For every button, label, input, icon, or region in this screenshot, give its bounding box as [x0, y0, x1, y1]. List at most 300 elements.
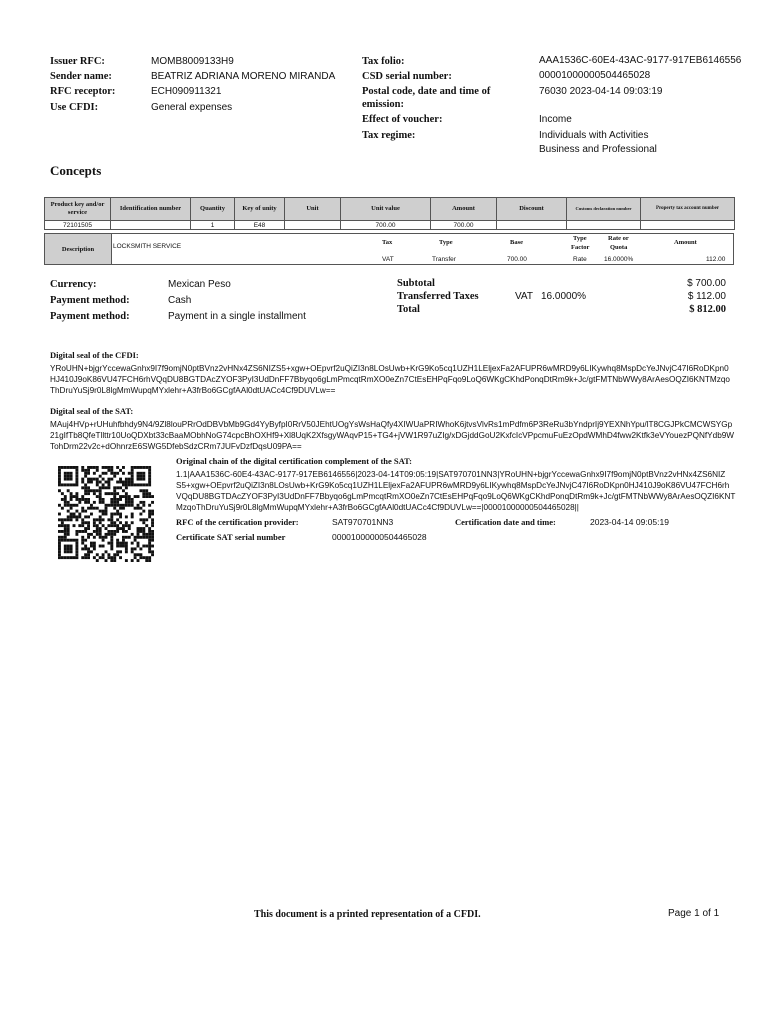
- qr-module: [70, 513, 73, 516]
- cell-discount: [497, 221, 567, 230]
- qr-module: [87, 466, 90, 469]
- qr-module: [142, 501, 145, 504]
- cert-date-value: 2023-04-14 09:05:19: [590, 517, 669, 527]
- qr-module: [96, 527, 99, 530]
- tax-header-factor-2: Factor: [571, 244, 590, 251]
- qr-module: [75, 515, 78, 518]
- qr-module: [58, 489, 61, 492]
- qr-module: [81, 469, 84, 472]
- qr-module: [99, 533, 102, 536]
- qr-module: [116, 539, 119, 542]
- qr-module: [119, 507, 122, 510]
- qr-module: [105, 507, 108, 510]
- qr-module: [113, 513, 116, 516]
- tax-regime-value-line1: Individuals with Activities: [539, 130, 649, 141]
- qr-module: [99, 501, 102, 504]
- qr-module: [113, 504, 116, 507]
- qr-module: [119, 495, 122, 498]
- qr-module: [99, 498, 102, 501]
- qr-module: [125, 559, 128, 562]
- qr-module: [131, 478, 134, 481]
- qr-module: [58, 513, 61, 516]
- qr-module: [137, 504, 140, 507]
- qr-module: [131, 559, 134, 562]
- qr-module: [93, 507, 96, 510]
- qr-module: [151, 495, 154, 498]
- qr-module: [102, 501, 105, 504]
- tax-value-rate: 16.0000%: [604, 256, 634, 263]
- qr-module: [70, 547, 73, 550]
- qr-module: [119, 550, 122, 553]
- qr-module: [107, 542, 110, 545]
- qr-module: [64, 498, 67, 501]
- qr-module: [99, 527, 102, 530]
- qr-module: [119, 545, 122, 548]
- qr-module: [81, 524, 84, 527]
- qr-module: [119, 542, 122, 545]
- qr-module: [64, 495, 67, 498]
- qr-module: [84, 498, 87, 501]
- qr-module: [107, 533, 110, 536]
- qr-module: [107, 486, 110, 489]
- qr-module: [145, 489, 148, 492]
- concepts-table: [44, 197, 735, 230]
- payment-method2-label: Payment method:: [50, 311, 130, 322]
- qr-module: [81, 518, 84, 521]
- qr-module: [134, 507, 137, 510]
- qr-module: [102, 518, 105, 521]
- qr-module: [70, 545, 73, 548]
- qr-module: [148, 536, 151, 539]
- qr-module: [64, 556, 67, 559]
- qr-module: [87, 486, 90, 489]
- qr-module: [131, 547, 134, 550]
- qr-module: [96, 478, 99, 481]
- qr-module: [110, 513, 113, 516]
- qr-module: [119, 486, 122, 489]
- qr-module: [148, 472, 151, 475]
- qr-module: [70, 466, 73, 469]
- qr-module: [81, 542, 84, 545]
- qr-module: [102, 486, 105, 489]
- col-amount: Amount: [431, 198, 497, 221]
- qr-module: [139, 501, 142, 504]
- qr-module: [58, 472, 61, 475]
- qr-module: [102, 466, 105, 469]
- qr-module: [116, 498, 119, 501]
- qr-module: [64, 483, 67, 486]
- qr-module: [113, 498, 116, 501]
- use-cfdi-label: Use CFDI:: [50, 102, 99, 113]
- qr-module: [64, 518, 67, 521]
- qr-module: [116, 466, 119, 469]
- qr-module: [125, 478, 128, 481]
- qr-module: [122, 472, 125, 475]
- qr-module: [87, 515, 90, 518]
- qr-module: [102, 510, 105, 513]
- qr-module: [110, 545, 113, 548]
- qr-module: [137, 472, 140, 475]
- col-unit: Unit: [285, 198, 341, 221]
- qr-module: [96, 524, 99, 527]
- qr-module: [90, 478, 93, 481]
- qr-module: [96, 466, 99, 469]
- cell-unit-value: 700.00: [341, 221, 431, 230]
- qr-module: [131, 469, 134, 472]
- qr-module: [137, 536, 140, 539]
- qr-module: [128, 504, 131, 507]
- qr-module: [84, 486, 87, 489]
- qr-module: [151, 545, 154, 548]
- qr-module: [139, 518, 142, 521]
- tax-header-type: Type: [439, 239, 453, 246]
- qr-module: [110, 533, 113, 536]
- cell-quantity: 1: [191, 221, 235, 230]
- qr-module: [125, 515, 128, 518]
- qr-module: [134, 466, 137, 469]
- qr-module: [113, 524, 116, 527]
- qr-module: [113, 501, 116, 504]
- qr-module: [145, 495, 148, 498]
- qr-module: [125, 550, 128, 553]
- qr-module: [93, 521, 96, 524]
- qr-module: [119, 513, 122, 516]
- qr-module: [145, 483, 148, 486]
- qr-module: [137, 542, 140, 545]
- qr-module: [105, 550, 108, 553]
- transferred-tax-name: VAT: [515, 291, 533, 302]
- qr-module: [75, 550, 78, 553]
- tax-folio-label: Tax folio:: [362, 56, 405, 67]
- qr-module: [96, 559, 99, 562]
- qr-module: [139, 483, 142, 486]
- qr-module: [64, 533, 67, 536]
- qr-module: [119, 504, 122, 507]
- qr-module: [61, 539, 64, 542]
- qr-module: [131, 483, 134, 486]
- qr-module: [148, 547, 151, 550]
- cert-serial-value: 00001000000504465028: [332, 532, 427, 542]
- qr-module: [81, 547, 84, 550]
- qr-module: [107, 556, 110, 559]
- qr-module: [67, 545, 70, 548]
- qr-module: [73, 556, 76, 559]
- qr-module: [139, 513, 142, 516]
- qr-module: [67, 489, 70, 492]
- qr-module: [134, 556, 137, 559]
- qr-module: [67, 510, 70, 513]
- qr-module: [137, 545, 140, 548]
- qr-module: [99, 510, 102, 513]
- description-value: LOCKSMITH SERVICE: [113, 243, 182, 250]
- qr-module: [116, 504, 119, 507]
- qr-module: [107, 492, 110, 495]
- qr-module: [99, 518, 102, 521]
- original-chain-line: 1.1|AAA1536C-60E4-43AC-9177-917EB6146556|2023-04-14T09:05:19|SAT970701NN3|YRoUHN+bjgrYccewaGnhx9I7f9omjN0ptBVnz2vHNx4ZS6NIZ: [176, 470, 726, 479]
- qr-module: [90, 550, 93, 553]
- qr-module: [148, 550, 151, 553]
- qr-module: [96, 518, 99, 521]
- qr-module: [67, 501, 70, 504]
- qr-module: [142, 530, 145, 533]
- qr-module: [105, 481, 108, 484]
- qr-module: [67, 539, 70, 542]
- qr-module: [73, 515, 76, 518]
- qr-module: [151, 518, 154, 521]
- qr-module: [64, 501, 67, 504]
- qr-module: [110, 469, 113, 472]
- tax-header-base: Base: [510, 239, 523, 246]
- qr-module: [87, 501, 90, 504]
- qr-module: [145, 545, 148, 548]
- qr-module: [142, 545, 145, 548]
- qr-module: [70, 556, 73, 559]
- qr-module: [105, 559, 108, 562]
- qr-module: [70, 504, 73, 507]
- tax-header-rate-1: Rate or: [608, 235, 629, 242]
- sat-seal-text: [50, 419, 740, 452]
- qr-module: [93, 501, 96, 504]
- qr-module: [75, 478, 78, 481]
- qr-module: [142, 472, 145, 475]
- qr-module: [116, 510, 119, 513]
- qr-module: [87, 498, 90, 501]
- qr-module: [151, 510, 154, 513]
- qr-module: [64, 466, 67, 469]
- qr-module: [134, 539, 137, 542]
- qr-module: [107, 504, 110, 507]
- qr-module: [93, 489, 96, 492]
- qr-module: [67, 472, 70, 475]
- qr-module: [93, 556, 96, 559]
- qr-module: [87, 489, 90, 492]
- qr-module: [93, 536, 96, 539]
- sat-seal-line: TohDrm22v2c+dOhnrzE6SWG5DfebSdzCRm7JUFvDzfDqsU09PA==: [50, 442, 302, 451]
- qr-module: [61, 466, 64, 469]
- qr-module: [84, 556, 87, 559]
- tax-header-tax: Tax: [382, 239, 393, 246]
- qr-module: [87, 469, 90, 472]
- qr-module: [73, 513, 76, 516]
- qr-module: [113, 492, 116, 495]
- qr-module: [116, 530, 119, 533]
- transferred-tax-rate: 16.0000%: [541, 291, 587, 302]
- sat-seal-line: 21gIfTb8QfeTllttr10UoQDXbt33cBaaMObhNoG74cpcBhOXHf9+Xl8UqK2XfsgyWAqvP15+TG4+jVW1R97uZIg/xDGjddGoU2KxfcIcVPpcmuFuEzOpdWMhD4fww2Ktfk3eVYouezPQNfYdb9W: [50, 431, 735, 440]
- qr-module: [113, 495, 116, 498]
- col-customs: Customs declaration number: [567, 198, 641, 221]
- qr-module: [137, 495, 140, 498]
- qr-module: [99, 495, 102, 498]
- qr-module: [58, 556, 61, 559]
- currency-label: Currency:: [50, 279, 97, 290]
- qr-module: [110, 556, 113, 559]
- qr-module: [78, 501, 81, 504]
- qr-module: [110, 518, 113, 521]
- qr-module: [113, 507, 116, 510]
- qr-module: [116, 553, 119, 556]
- qr-module: [87, 481, 90, 484]
- qr-module: [148, 542, 151, 545]
- qr-module: [151, 550, 154, 553]
- qr-module: [58, 545, 61, 548]
- qr-module: [148, 466, 151, 469]
- qr-module: [73, 539, 76, 542]
- qr-module: [81, 556, 84, 559]
- qr-module: [105, 527, 108, 530]
- qr-module: [122, 483, 125, 486]
- tax-header-amount: Amount: [674, 239, 697, 246]
- qr-module: [84, 553, 87, 556]
- qr-module: [122, 466, 125, 469]
- payment-method2-value: Payment in a single installment: [168, 311, 306, 322]
- qr-module: [116, 481, 119, 484]
- qr-module: [131, 466, 134, 469]
- qr-module: [90, 533, 93, 536]
- sender-name-label: Sender name:: [50, 71, 112, 82]
- qr-module: [87, 507, 90, 510]
- qr-module: [64, 545, 67, 548]
- qr-module: [131, 481, 134, 484]
- cell-amount: 700.00: [431, 221, 497, 230]
- qr-module: [125, 481, 128, 484]
- concepts-header-row: [45, 198, 735, 221]
- qr-module: [67, 556, 70, 559]
- qr-module: [96, 481, 99, 484]
- qr-module: [99, 556, 102, 559]
- qr-module: [125, 530, 128, 533]
- qr-module: [113, 556, 116, 559]
- qr-module: [142, 475, 145, 478]
- qr-module: [134, 495, 137, 498]
- qr-module: [110, 478, 113, 481]
- qr-module: [67, 527, 70, 530]
- qr-module: [125, 486, 128, 489]
- original-chain-line: VQqDU8BGTDAcZYOF3PyI3UdDnFF7Bbyqo6gLmPmcqtRmXO0eZn7CtEsEHPqFqo9LoQ6WKgCKhdPonqDtRm9k+Jc/gtFMTNbWWy8ArAesOQZI6KNT: [176, 492, 736, 501]
- qr-module: [99, 536, 102, 539]
- qr-module: [96, 553, 99, 556]
- qr-module: [125, 545, 128, 548]
- qr-module: [102, 498, 105, 501]
- qr-module: [87, 550, 90, 553]
- qr-module: [58, 504, 61, 507]
- qr-module: [122, 530, 125, 533]
- qr-module: [139, 472, 142, 475]
- qr-module: [142, 510, 145, 513]
- qr-module: [64, 527, 67, 530]
- original-chain-line: S5+xgw+OEpvrf2uQiZI3n8LOsUwb+KrG9Ko5cq1UZH1LEljexFa2AFUPR6wMRD9y6LIKywhq8MspDcYeJNvjC47I6RoDKpn0HJ410J9oK86VU47FCH6rh: [176, 481, 730, 490]
- qr-module: [61, 518, 64, 521]
- qr-module: [81, 530, 84, 533]
- qr-module: [139, 556, 142, 559]
- qr-module: [148, 483, 151, 486]
- qr-module: [70, 475, 73, 478]
- sender-name-value: BEATRIZ ADRIANA MORENO MIRANDA: [151, 71, 336, 82]
- original-chain-text: [176, 469, 740, 513]
- qr-module: [142, 518, 145, 521]
- qr-module: [105, 513, 108, 516]
- qr-module: [87, 556, 90, 559]
- qr-module: [116, 550, 119, 553]
- qr-module: [102, 536, 105, 539]
- qr-module: [148, 492, 151, 495]
- qr-module: [107, 530, 110, 533]
- qr-module: [93, 524, 96, 527]
- qr-module: [139, 507, 142, 510]
- qr-module: [70, 507, 73, 510]
- qr-module: [151, 553, 154, 556]
- cfdi-seal-text: [50, 363, 740, 396]
- postal-date-label-line2: emission:: [362, 99, 404, 110]
- use-cfdi-value: General expenses: [151, 102, 233, 113]
- original-chain-line: MzqoThDruYuSj9r0L8lgMmWupqMYxlehr+A3frBo6GCgfAAl0dtUACc4Cf9DUVLw==|00001000000504465028||: [176, 503, 579, 512]
- qr-module: [148, 475, 151, 478]
- transferred-taxes-label: Transferred Taxes: [397, 291, 479, 302]
- qr-module: [125, 524, 128, 527]
- qr-module: [96, 469, 99, 472]
- tax-value-factor: Rate: [573, 256, 587, 263]
- qr-module: [105, 504, 108, 507]
- qr-module: [64, 472, 67, 475]
- qr-module: [128, 483, 131, 486]
- qr-module: [107, 478, 110, 481]
- qr-module: [142, 489, 145, 492]
- qr-module: [128, 501, 131, 504]
- qr-module: [81, 521, 84, 524]
- qr-module: [119, 469, 122, 472]
- qr-module: [61, 521, 64, 524]
- qr-module: [128, 536, 131, 539]
- qr-module: [125, 536, 128, 539]
- qr-module: [75, 466, 78, 469]
- qr-module: [75, 504, 78, 507]
- qr-module: [128, 478, 131, 481]
- qr-module: [58, 542, 61, 545]
- qr-module: [113, 533, 116, 536]
- qr-module: [58, 481, 61, 484]
- qr-module: [116, 518, 119, 521]
- qr-module: [119, 515, 122, 518]
- qr-module: [113, 530, 116, 533]
- qr-module: [145, 533, 148, 536]
- sat-seal-line: MAuj4HVp+rUHuhfbhdy9N4/9Zl8louPRrOdDBVbMb9Gd4YyByfpI0RrV50JEhtUOgYsWsHaQfy4XIWUaPRIWhoK6jtvsVlvRs1mPdfm6P3ReRu3bYndprIj9YEXNhYpu/lT8CGJPkCMCWSYGp: [50, 420, 733, 429]
- qr-module: [105, 533, 108, 536]
- tax-value-tax: VAT: [382, 256, 394, 263]
- qr-module: [131, 513, 134, 516]
- qr-module: [128, 524, 131, 527]
- payment-method-label: Payment method:: [50, 295, 130, 306]
- col-quantity: Quantity: [191, 198, 235, 221]
- qr-module: [113, 553, 116, 556]
- qr-module: [148, 495, 151, 498]
- qr-module: [116, 472, 119, 475]
- qr-module: [142, 556, 145, 559]
- qr-module: [64, 539, 67, 542]
- postal-date-value: 76030 2023-04-14 09:03:19: [539, 86, 663, 97]
- qr-module: [93, 545, 96, 548]
- qr-module: [122, 539, 125, 542]
- qr-module: [145, 559, 148, 562]
- qr-module: [145, 524, 148, 527]
- qr-module: [61, 524, 64, 527]
- qr-module: [67, 483, 70, 486]
- qr-module: [81, 507, 84, 510]
- qr-module: [84, 501, 87, 504]
- qr-module: [75, 545, 78, 548]
- qr-module: [148, 510, 151, 513]
- qr-module: [84, 545, 87, 548]
- qr-module: [99, 481, 102, 484]
- qr-module: [131, 475, 134, 478]
